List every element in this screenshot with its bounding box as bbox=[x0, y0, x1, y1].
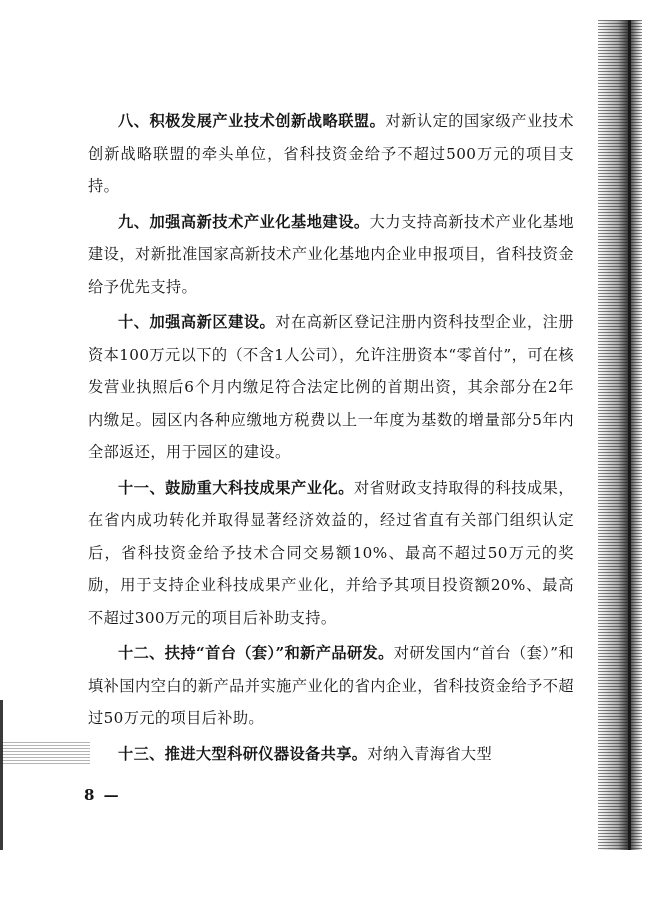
paragraph-11 bbox=[88, 472, 574, 635]
paragraph-heading: 九、加强高新技术产业化基地建设。 bbox=[118, 212, 370, 231]
paragraph-heading: 十二、扶持“首台（套）”和新产品研发。 bbox=[118, 644, 394, 662]
paragraph-text: 大力支持高新技术产业化基地建设，对新批准国家高新技术产业化基地内企业申报项目，省科技资金给予优先支持。 bbox=[88, 212, 575, 296]
scan-edge-shadow-left bbox=[0, 700, 3, 850]
paragraph-heading: 八、积极发展产业技术创新战略联盟。 bbox=[118, 112, 386, 130]
document-body bbox=[88, 105, 574, 773]
page-number: 8 — bbox=[84, 786, 121, 804]
scan-edge-shadow-right bbox=[598, 20, 642, 850]
paragraph-text: 对纳入青海省大型 bbox=[367, 744, 493, 763]
scan-noise-left bbox=[0, 740, 90, 764]
paragraph-10 bbox=[88, 306, 574, 469]
paragraph-text: 对省财政支持取得的科技成果，在省内成功转化并取得显著经济效益的，经过省直有关部门组织认定后，省科技资金给予技术合同交易额10%、最高不超过50万元的奖励，用于支持企业科技成果产业化，并给予其项目投资额20%、最高不超过300万元的项目后补助支持。 bbox=[88, 478, 574, 627]
paragraph-text: 对在高新区登记注册内资科技型企业，注册资本100万元以下的（不含1人公司），允许注册资本“零首付”，可在核发营业执照后6个月内缴足符合法定比例的首期出资，其余部分在2年内缴足。园区内各种应缴地方税费以上一年度为基数的增量部分5年内全部返还，用于园区的建设。 bbox=[88, 313, 575, 461]
paragraph-heading: 十一、鼓励重大科技成果产业化。 bbox=[118, 478, 354, 497]
paragraph-9 bbox=[88, 206, 574, 304]
paragraph-text: 对新认定的国家级产业技术创新战略联盟的牵头单位，省科技资金给予不超过500万元的项目支持。 bbox=[88, 112, 574, 195]
paragraph-12 bbox=[88, 637, 574, 735]
paragraph-text: 对研发国内“首台（套）”和填补国内空白的新产品并实施产业化的省内企业，省科技资金给予不超过50万元的项目后补助。 bbox=[88, 644, 574, 727]
paragraph-heading: 十三、推进大型科研仪器设备共享。 bbox=[118, 744, 368, 763]
paragraph-8 bbox=[88, 105, 574, 203]
paragraph-heading: 十、加强高新区建设。 bbox=[118, 313, 276, 331]
paragraph-13 bbox=[88, 738, 574, 771]
